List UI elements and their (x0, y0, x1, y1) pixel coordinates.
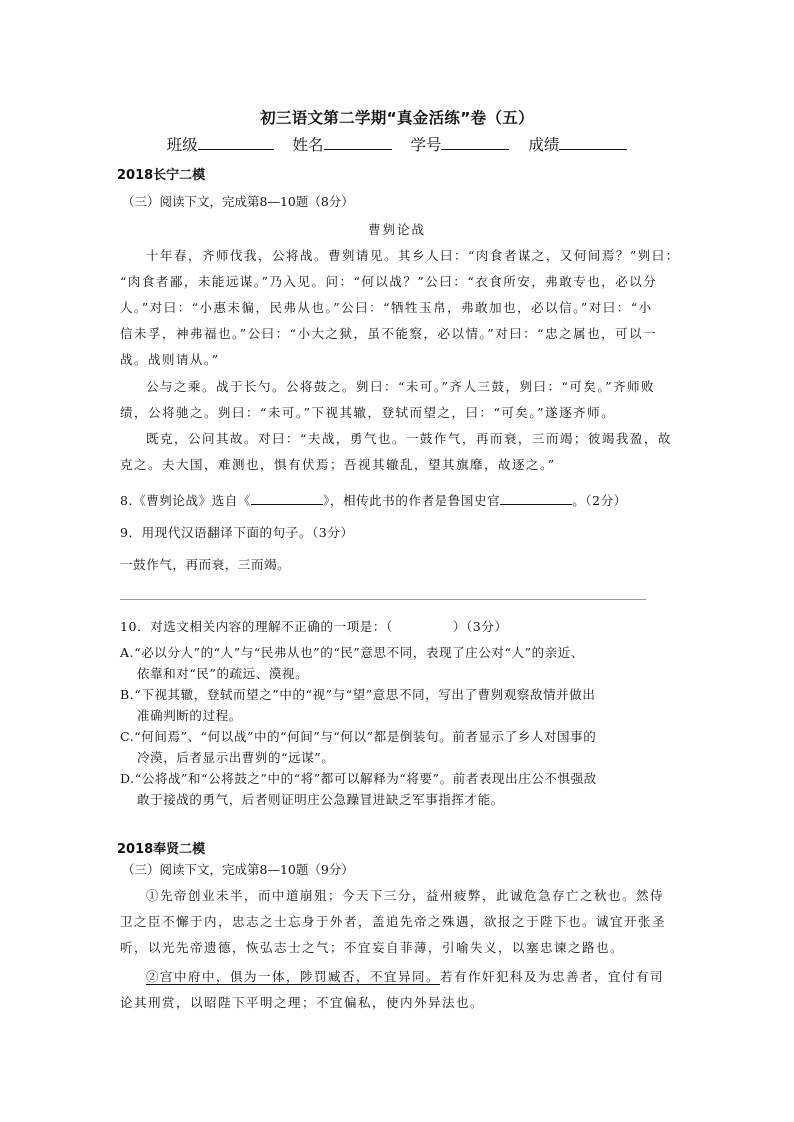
class-label: 班级 (166, 136, 198, 154)
option-b-cont: 准确判断的过程。 (137, 708, 242, 723)
q8-book-blank[interactable] (251, 492, 323, 505)
passage-line: 人。”对曰：“小惠未徧，民弗从也。”公曰：“牺牲玉帛，弗敢加也，必以信。”对曰：“小 (120, 300, 653, 315)
passage2-line: 卫之臣不懈于内，忠志之士忘身于外者，盖追先帝之殊遇，欲报之于陛下也。诚宜开张圣 (120, 914, 667, 929)
section2-instruction: （三）阅读下文，完成第8—10题（9分） (122, 862, 354, 877)
passage2-text: 若有作奸犯科及为忠善者，宜付有司 (440, 969, 665, 984)
option-c-cont: 冷漠，后者显示出曹刿的“远谋”。 (137, 750, 335, 765)
q8-text-a: 8.《曹刿论战》选自《 (120, 493, 252, 508)
passage2-line (146, 967, 664, 985)
question-9: 9．用现代汉语翻译下面的句子。（3分） (120, 525, 354, 540)
q8-text-c: 。（2分） (572, 493, 627, 508)
section2-heading: 2018奉贤二模 (117, 842, 206, 857)
option-d-cont: 敢于接战的勇气，后者则证明庄公急躁冒进缺乏军事指挥才能。 (137, 792, 504, 807)
question-9-sentence: 一鼓作气，再而衰，三而竭。 (120, 557, 291, 572)
question-10 (120, 617, 508, 635)
passage2-line: 论其刑赏，以昭陛下平明之理；不宜偏私，使内外异法也。 (120, 995, 485, 1010)
q8-text-b: 》，相传此书的作者是鲁国史官 (323, 493, 501, 508)
option-a: A.“必以分人”的“人”与“民弗从也”的“民”意思不同，表现了庄公对“人”的亲近、 (120, 645, 585, 660)
name-blank[interactable] (324, 136, 392, 150)
passage-line: 公与之乘。战于长勺。公将鼓之。刿曰：“未可。”齐人三鼓，刿曰：“可矣。”齐师败 (146, 379, 656, 394)
option-c: C.“何间焉”、“何以战”中的“何间”与“何以”都是倒装句。前者显示了乡人对国事的 (120, 729, 597, 744)
question-8 (120, 491, 627, 509)
page-title: 初三语文第二学期“真金活练”卷（五） (260, 109, 534, 127)
passage-line: 克之。夫大国，难测也，惧有伏焉；吾视其辙乱，望其旗靡，故逐之。” (120, 457, 556, 472)
q8-author-blank[interactable] (500, 492, 572, 505)
section1-heading: 2018长宁二模 (117, 168, 206, 183)
passage-line: 信未孚，神弗福也。”公曰：“小大之狱，虽不能察，必以情。”对曰：“忠之属也，可以一 (120, 326, 658, 341)
section1-instruction: （三）阅读下文，完成第8—10题（8分） (122, 194, 354, 209)
q10-text-b: ）（3分） (452, 619, 508, 634)
passage-line: 绩，公将驰之。刿曰：“未可。”下视其辙，登轼而望之，曰：“可矣。”遂逐齐师。 (120, 405, 616, 420)
answer-line[interactable] (120, 599, 646, 600)
passage-line: “肉食者鄙，未能远谋。”乃入见。问：“何以战？”公曰：“衣食所安，弗敢专也，必以分 (120, 274, 658, 289)
underlined-sentence: ②宫中府中，俱为一体，陟罚臧否，不宜异同。 (146, 969, 441, 984)
passage-title: 曹刿论战 (367, 222, 426, 237)
id-blank[interactable] (441, 136, 509, 150)
class-blank[interactable] (198, 136, 274, 150)
student-info-line (0, 133, 794, 155)
passage-line: 十年春，齐师伐我，公将战。曹刿请见。其乡人曰：“肉食者谋之，又何间焉？”刿曰： (146, 248, 680, 263)
score-blank[interactable] (559, 136, 627, 150)
id-label: 学号 (410, 136, 442, 154)
option-b: B.“下视其辙，登轼而望之”中的“视”与“望”意思不同，写出了曹刿观察敌情并做出 (120, 687, 596, 702)
name-label: 姓名 (292, 136, 324, 154)
option-a-cont: 依靠和对“民”的疏远、漠视。 (137, 666, 309, 681)
score-label: 成绩 (528, 136, 560, 154)
passage2-line: 听，以光先帝遗德，恢弘志士之气；不宜妄自菲薄，引喻失义，以塞忠谏之路也。 (120, 940, 625, 955)
q10-text-a: 10．对选文相关内容的理解不正确的一项是：（ (120, 619, 393, 634)
passage-line: 既克，公问其故。对曰：“夫战，勇气也。一鼓作气，再而衰，三而竭；彼竭我盈，故 (146, 431, 672, 446)
passage2-line: ①先帝创业未半，而中道崩殂；今天下三分，益州疲弊，此诚危急存亡之秋也。然侍 (146, 888, 665, 903)
passage-line: 战。战则请从。” (120, 352, 220, 367)
option-d: D.“公将战”和“公将鼓之”中的“将”都可以解释为“将要”。前者表现出庄公不惧强敌 (120, 771, 597, 786)
